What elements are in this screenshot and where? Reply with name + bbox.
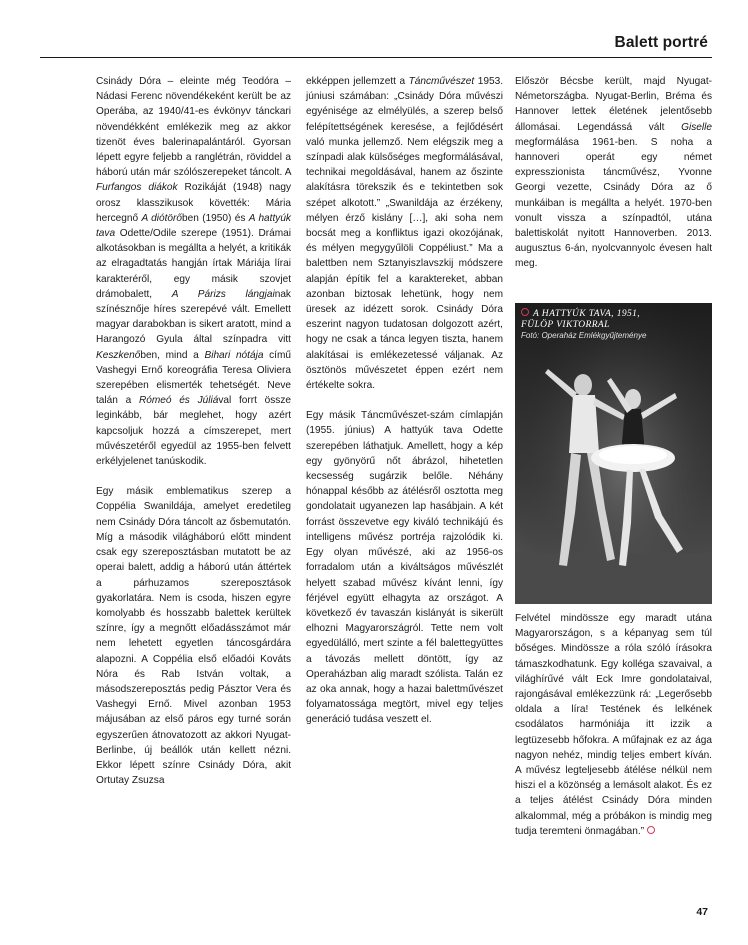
page-number: 47	[696, 906, 708, 918]
italic-title: A hattyúk tava	[96, 212, 291, 240]
text-run: című Vashegyi Ernő koreográfia Teresa Oliviera szerepében elismerték tehetségét. Neve talán a	[96, 349, 291, 407]
paragraph	[306, 74, 503, 393]
end-mark-icon	[647, 826, 655, 834]
italic-title: Táncművészet	[408, 76, 475, 87]
text-run: ben (1950) és	[182, 212, 249, 224]
text-run: Odette/Odile szerepe (1951). Drámai alkotásokban is megállta a helyét, a kritikák az elragadtatás hangján írtak Máriája lírai karakteréről, egy másik szovjet drámobalett,	[96, 228, 291, 300]
text-run: megformálása 1961-ben. S noha a hannoveri operát egy német expresszionista táncművész, Yvonne Georgi vezette, Csinády Dóra az ő munkáiban is megállta a helyét. 1970-ben vonult vissza a színpadtól, utána balettiskolát nyitott Hannoverben. 2013. augusztus 6-án, nyolcvannyolc évesen halt meg.	[515, 136, 712, 270]
photo-caption	[521, 308, 706, 341]
italic-title: Giselle	[681, 121, 712, 133]
italic-title: Rómeó és Júliá	[138, 395, 219, 407]
column-1	[96, 74, 291, 788]
text-run: Csinády Dóra – eleinte még Teodóra – Nádasi Ferenc növendékeként került be az Operába, az 1940/41-es évkönyv tánckari növendékként emlékezik meg az akkor tizenöt éves balerinapalántáról. Gyorsan lépett egyre feljebb a ranglétrán, röviddel a háború után már szólószerepeket táncolt. A	[96, 76, 291, 179]
paragraph	[96, 74, 291, 469]
paragraph	[96, 484, 291, 788]
italic-title: Keszkenő	[96, 349, 141, 361]
text-run: ekképpen jellemzett a	[306, 76, 409, 87]
italic-title: A diótörő	[141, 212, 183, 224]
text-run: 1953. júniusi számában: „Csinády Dóra művészi egyénisége az elmélyülés, a szerep belső felépítettségének keresése, a fejlődésért való munka jellemző. Nem elégszik meg a színpadi alak külsőséges megformálásával, technikai megoldásával, hanem az őszinte alakításra törekszik és e tekintetben sok szépet alkotott.” „Swanildája az érzékeny, mélyen érző kislány […], aki soha nem bocsát meg a konfliktus igazi okozójának, és mélyen megygyűlöli Coppéliust.” Ma a balettben nem Sztanyiszlavszkij módszere alapján építik fel a karaktereket, abban azonban biztosak lehetünk, hogy nem üresek az idézett sorok. Csinády Dóra eszerint nagyon tudatosan dolgozott azért, hogy ne csak a tánca legyen tiszta, hanem alakításai is emlékezetessé váljanak. Az ösztönös művészetet éppen ezért nem értékelte sokra.	[306, 76, 503, 392]
caption-line-2: FÜLÖP VIKTORRAL	[521, 320, 610, 330]
text-run: val forrt össze leginkább, bár meglehet, hogy azért kapcsoljuk hozzá a címszerepet, mert művészetéről egyedül az 1955-ben felvett erkélyjelenet tanúskodik.	[96, 395, 291, 468]
paragraph	[306, 408, 503, 727]
italic-title: A Párizs lángjai	[171, 288, 275, 300]
ballet-photo	[515, 303, 712, 604]
text-run: ben, mind a	[140, 349, 205, 361]
text-run: Egy másik Táncművészet-szám címlapján (1955. június) A hattyúk tava Odette szerepében láthatjuk. Amellett, hogy a kép egy gyönyörű nőt ábrázol, hihetetlen kecsesség sugárzik belőle. Néhány hónappal később az átélésről osztotta meg gondolatait ugyanezen lap hasábjain. A két forrást összevetve egy kiváló technikájú és intelligens művész portréja rajzolódik ki. Egy olyan művészé, aki az 1956-os forradalom után a kiváltságos művészlét helyett szabad művész kívánt lenni, így férjével együtt elhagyta az országot. A következő év tavaszán kislányát is sikerült elhozni Magyarországról. Tette nem volt egyedülálló, mert szinte a fél balettegyüttes a távozás mellett döntött, így az Operaházban alig maradt szólista. Talán ez az oka annak, hogy a hazai balettművészet folyamatossága megtört, mivel egy teljes generáció tudása veszett el.	[306, 410, 503, 726]
text-run: Egy másik emblematikus szerep a Coppélia Swanildája, amelyet eredetileg nem Csinády Dóra táncolt az ősbemutatón. Míg a második világháború előtt mindent csak egy szereposztásban mutatott be az operai balett, addig a háború után áttértek a párhuzamos szereposztások gyakorlatára. Nem is csoda, hiszen egyre komolyabb és hosszabb balettek kerültek színre, így a megnőtt előadásszámot már nem lehetett egyetlen táncosgárdára alapozni. A Coppélia első előadói Kováts Nóra és Rab István voltak, a másodszereposztás pedig Pásztor Vera és Vashegyi Ernő. Mivel azonban 1953 májusában az első páros egy turné során egyszerűen átnovatozott az akkori Nyugat-Berlinbe, új beállók után kellett nézni. Ekkor lépett színre Csinády Dóra, akit Ortutay Zsuzsa	[96, 486, 291, 787]
section-title: Balett portré	[614, 34, 708, 51]
italic-title: Furfangos diákok	[96, 182, 178, 194]
column-2	[306, 74, 503, 728]
column-3-continued	[515, 611, 712, 839]
ring-bullet-icon	[521, 308, 529, 316]
column-3	[515, 74, 712, 272]
text-run: Először Bécsbe került, majd Nyugat-Németországba. Nyugat-Berlin, Bréma és Hannover lettek életének jelentősebb állomásai. Legendássá vált	[515, 76, 712, 133]
text-run: Felvétel mindössze egy maradt utána Magyarországon, s a képanyag sem túl bőséges. Mindössze a róla szóló írásokra támaszkodhatunk. Egy kollégа szavaival, a világhírűvé vált Eck Imre gondolataival, rajongásával emlékezzünk rá: „Legerősebb oldala a líra! Testének és lelkének csodálatos harmóniája itt izzik a legtüzesebb hőfokra. A műfajnak ez az ága nagyon nehéz, mindig teljes embert kíván. A művész legteljesebb átélése nélkül nem hiszi el a közönség a lemásolt alakot. És ez a teljes átélést Csinády Dóra minden alkalommal, még a próbákon is mindig meg tudja teremteni önmagában.”	[515, 613, 712, 837]
photo-credit: Fotó: Operaház Emlékgyűjteménye	[521, 331, 647, 340]
italic-title: Bihari nótája	[204, 349, 264, 361]
caption-line-1: A HATTYÚK TAVA, 1951,	[533, 309, 641, 319]
ballet-dancers-image	[515, 303, 712, 604]
paragraph	[515, 74, 712, 272]
text-run: Rozikáját (1948) nagy orosz klasszikusok követték: Mária hercegnő	[96, 182, 291, 224]
text-run: nak színésznője híres szerepévé vált. Emellett magyar darabokban is sikert aratott, mind a Harangozó Gyula által színpadra vitt	[96, 288, 291, 346]
paragraph	[515, 611, 712, 839]
header-rule	[40, 57, 712, 58]
